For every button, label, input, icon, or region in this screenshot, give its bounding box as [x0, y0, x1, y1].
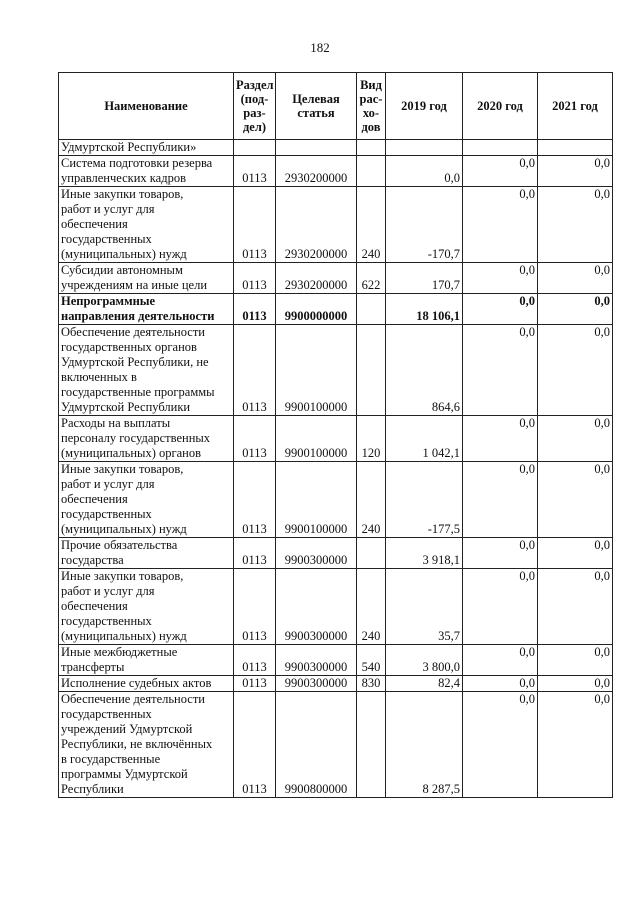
cell-2020: 0,0 [463, 569, 538, 645]
cell-section: 0113 [234, 416, 276, 462]
table-row [59, 156, 613, 187]
header-target: Целевая статья [276, 73, 357, 140]
cell-2019: 3 918,1 [386, 538, 463, 569]
cell-2019: 35,7 [386, 569, 463, 645]
cell-2019: 1 042,1 [386, 416, 463, 462]
cell-2020 [463, 140, 538, 156]
cell-section: 0113 [234, 156, 276, 187]
cell-name: Субсидии автономным учреждениям на иные цели [59, 263, 234, 294]
header-section: Раздел (под- раз- дел) [234, 73, 276, 140]
table-row [59, 187, 613, 263]
table-row [59, 692, 613, 798]
cell-section: 0113 [234, 676, 276, 692]
header-2019: 2019 год [386, 73, 463, 140]
table-row [59, 416, 613, 462]
cell-name: Непрограммные направления деятельности [59, 294, 234, 325]
cell-name: Удмуртской Республики» [59, 140, 234, 156]
cell-section: 0113 [234, 462, 276, 538]
cell-2020: 0,0 [463, 187, 538, 263]
table-row [59, 263, 613, 294]
cell-kind: 240 [357, 187, 386, 263]
cell-target: 9900300000 [276, 538, 357, 569]
cell-name: Обеспечение деятельности государственных органов Удмуртской Республики, не включенных в государственные программы Удмуртской Республики [59, 325, 234, 416]
cell-name: Исполнение судебных актов [59, 676, 234, 692]
cell-2019: 82,4 [386, 676, 463, 692]
table-row [59, 676, 613, 692]
table-row [59, 569, 613, 645]
cell-target: 2930200000 [276, 263, 357, 294]
cell-2019: 864,6 [386, 325, 463, 416]
cell-2019: 3 800,0 [386, 645, 463, 676]
cell-kind [357, 692, 386, 798]
cell-target: 2930200000 [276, 156, 357, 187]
cell-kind [357, 140, 386, 156]
cell-2021: 0,0 [538, 462, 613, 538]
cell-kind [357, 538, 386, 569]
cell-name: Система подготовки резерва управленческих кадров [59, 156, 234, 187]
table-row [59, 140, 613, 156]
cell-name: Прочие обязательства государства [59, 538, 234, 569]
cell-2020: 0,0 [463, 676, 538, 692]
cell-kind [357, 325, 386, 416]
cell-target: 9900100000 [276, 325, 357, 416]
cell-section: 0113 [234, 294, 276, 325]
cell-2020: 0,0 [463, 294, 538, 325]
cell-target: 9900300000 [276, 645, 357, 676]
cell-2019: 170,7 [386, 263, 463, 294]
header-name: Наименование [59, 73, 234, 140]
cell-kind: 120 [357, 416, 386, 462]
cell-2019: 8 287,5 [386, 692, 463, 798]
cell-2021: 0,0 [538, 156, 613, 187]
header-2021: 2021 год [538, 73, 613, 140]
cell-section: 0113 [234, 569, 276, 645]
cell-2021: 0,0 [538, 263, 613, 294]
cell-target: 9900800000 [276, 692, 357, 798]
cell-2020: 0,0 [463, 692, 538, 798]
cell-2021: 0,0 [538, 569, 613, 645]
cell-name: Расходы на выплаты персоналу государственных (муниципальных) органов [59, 416, 234, 462]
cell-2021: 0,0 [538, 325, 613, 416]
cell-section: 0113 [234, 187, 276, 263]
table-row [59, 325, 613, 416]
budget-table [58, 72, 613, 798]
table-body [59, 140, 613, 798]
table-row [59, 538, 613, 569]
cell-target: 9900300000 [276, 569, 357, 645]
page-number: 182 [310, 40, 330, 55]
cell-kind [357, 156, 386, 187]
table-header [59, 73, 613, 140]
cell-kind: 830 [357, 676, 386, 692]
table-row [59, 645, 613, 676]
cell-section [234, 140, 276, 156]
cell-target: 9900000000 [276, 294, 357, 325]
cell-target: 2930200000 [276, 187, 357, 263]
cell-target: 9900300000 [276, 676, 357, 692]
cell-2020: 0,0 [463, 645, 538, 676]
cell-2021: 0,0 [538, 187, 613, 263]
cell-kind: 540 [357, 645, 386, 676]
cell-2020: 0,0 [463, 325, 538, 416]
cell-name: Иные закупки товаров, работ и услуг для обеспечения государственных (муниципальных) нужд [59, 187, 234, 263]
cell-target [276, 140, 357, 156]
cell-2020: 0,0 [463, 156, 538, 187]
cell-2020: 0,0 [463, 538, 538, 569]
cell-2019: 0,0 [386, 156, 463, 187]
header-kind: Вид рас- хо- дов [357, 73, 386, 140]
cell-2020: 0,0 [463, 462, 538, 538]
cell-2019: 18 106,1 [386, 294, 463, 325]
cell-target: 9900100000 [276, 462, 357, 538]
cell-2021: 0,0 [538, 416, 613, 462]
cell-kind: 240 [357, 462, 386, 538]
header-2020: 2020 год [463, 73, 538, 140]
table-row [59, 462, 613, 538]
cell-name: Обеспечение деятельности государственных учреждений Удмуртской Республики, не включённых в государственные программы Удмуртской Республики [59, 692, 234, 798]
cell-section: 0113 [234, 645, 276, 676]
cell-2021: 0,0 [538, 645, 613, 676]
cell-section: 0113 [234, 692, 276, 798]
cell-name: Иные межбюджетные трансферты [59, 645, 234, 676]
cell-2019 [386, 140, 463, 156]
cell-name: Иные закупки товаров, работ и услуг для обеспечения государственных (муниципальных) нужд [59, 569, 234, 645]
cell-2021 [538, 140, 613, 156]
table-row [59, 294, 613, 325]
cell-kind: 622 [357, 263, 386, 294]
cell-2019: -177,5 [386, 462, 463, 538]
cell-section: 0113 [234, 263, 276, 294]
cell-2021: 0,0 [538, 538, 613, 569]
cell-name: Иные закупки товаров, работ и услуг для обеспечения государственных (муниципальных) нужд [59, 462, 234, 538]
cell-kind: 240 [357, 569, 386, 645]
cell-kind [357, 294, 386, 325]
cell-2019: -170,7 [386, 187, 463, 263]
cell-2021: 0,0 [538, 676, 613, 692]
cell-2020: 0,0 [463, 263, 538, 294]
cell-section: 0113 [234, 325, 276, 416]
cell-2021: 0,0 [538, 294, 613, 325]
cell-2021: 0,0 [538, 692, 613, 798]
cell-target: 9900100000 [276, 416, 357, 462]
cell-section: 0113 [234, 538, 276, 569]
cell-2020: 0,0 [463, 416, 538, 462]
